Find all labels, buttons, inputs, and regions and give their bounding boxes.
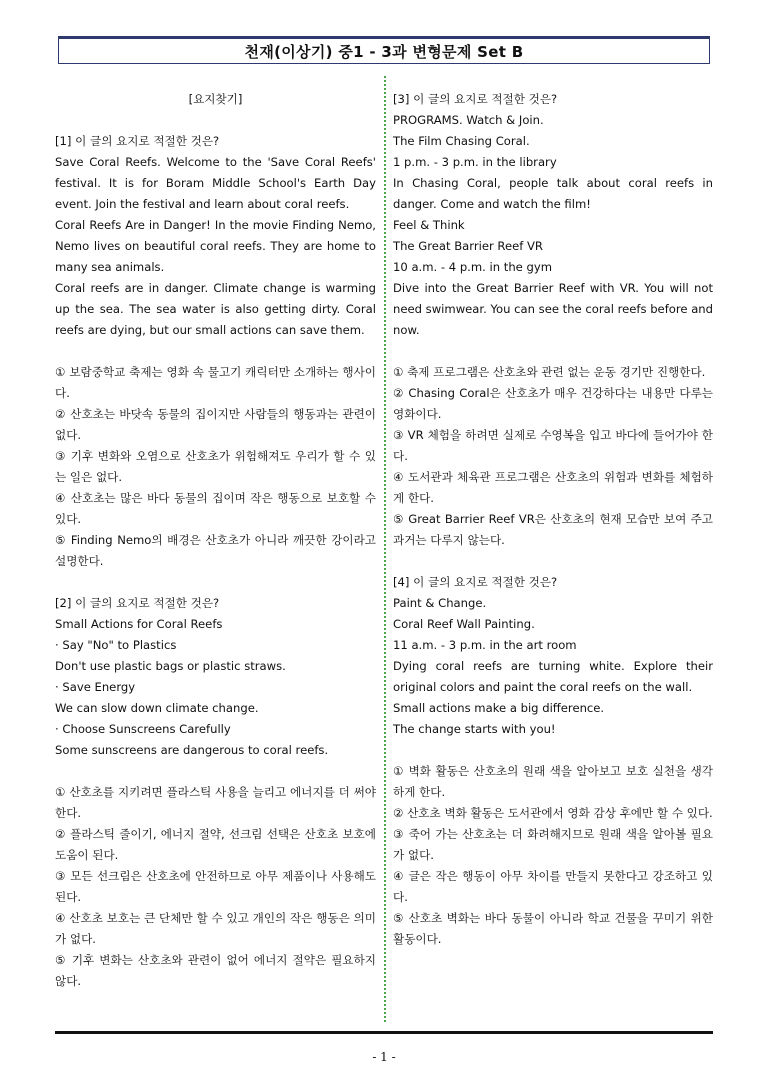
q1-passage-line: Save Coral Reefs. Welcome to the 'Save Coral Reefs' festival. It is for Boram Middle School's Earth Day event. Join the festival and learn about coral reefs. xyxy=(55,155,376,211)
q2-passage-line: We can slow down climate change. xyxy=(55,701,259,715)
q2-option[interactable]: ① 산호초를 지키려면 플라스틱 사용을 늘리고 에너지를 더 써야 한다. xyxy=(55,785,376,820)
q1-option[interactable]: ⑤ Finding Nemo의 배경은 산호초가 아니라 깨끗한 강이라고 설명한다. xyxy=(55,533,376,568)
q2-passage-line: · Save Energy xyxy=(55,680,136,694)
q4-passage-line: Dying coral reefs are turning white. Explore their original colors and paint the coral reefs on the wall. xyxy=(393,659,713,694)
q3-passage-line: Dive into the Great Barrier Reef with VR. You will not need swimwear. You can see the coral reefs before and now. xyxy=(393,281,714,337)
q2-option[interactable]: ③ 모든 선크림은 산호초에 안전하므로 아무 제품이나 사용해도 된다. xyxy=(55,869,376,904)
q3-passage-line: In Chasing Coral, people talk about coral reefs in danger. Come and watch the film! xyxy=(393,176,713,211)
q2-option[interactable]: ② 플라스틱 줄이기, 에너지 절약, 선크림 선택은 산호초 보호에 도움이 된다. xyxy=(55,827,376,862)
q3-option[interactable]: ⑤ Great Barrier Reef VR은 산호초의 현재 모습만 보여 주고 과거는 다루지 않는다. xyxy=(393,512,713,547)
q4-passage-line: Coral Reef Wall Painting. xyxy=(393,617,535,631)
q1-option[interactable]: ② 산호초는 바닷속 동물의 집이지만 사람들의 행동과는 관련이 없다. xyxy=(55,407,376,442)
q2-passage-line: · Say "No" to Plastics xyxy=(55,638,177,652)
q3-option[interactable]: ③ VR 체험을 하려면 실제로 수영복을 입고 바다에 들어가야 한다. xyxy=(393,428,713,463)
column-divider xyxy=(384,76,386,1022)
q2-passage-line: Don't use plastic bags or plastic straws. xyxy=(55,659,286,673)
q3-header: [3] 이 글의 요지로 적절한 것은? xyxy=(393,92,558,106)
q1-passage-line: Coral reefs are in danger. Climate change is warming up the sea. The sea water is also getting dirty. Coral reefs are dying, but our small actions can save them. xyxy=(55,281,376,337)
section-label: [요지찾기] xyxy=(188,92,243,106)
q4-passage-line: 11 a.m. - 3 p.m. in the art room xyxy=(393,638,577,652)
q4-option[interactable]: ③ 죽어 가는 산호초는 더 화려해지므로 원래 색을 알아볼 필요가 없다. xyxy=(393,827,713,862)
q2-option[interactable]: ④ 산호초 보호는 큰 단체만 할 수 있고 개인의 작은 행동은 의미가 없다. xyxy=(55,911,376,946)
q1-option[interactable]: ③ 기후 변화와 오염으로 산호초가 위험해져도 우리가 할 수 있는 일은 없다. xyxy=(55,449,376,484)
q3-passage-line: 10 a.m. - 4 p.m. in the gym xyxy=(393,260,553,274)
q3-passage-line: 1 p.m. - 3 p.m. in the library xyxy=(393,155,557,169)
q4-passage-line: Small actions make a big difference. xyxy=(393,701,605,715)
q2-passage-line: · Choose Sunscreens Carefully xyxy=(55,722,231,736)
q3-passage-line: The Great Barrier Reef VR xyxy=(393,239,543,253)
q1-option[interactable]: ④ 산호초는 많은 바다 동물의 집이며 작은 행동으로 보호할 수 있다. xyxy=(55,491,376,526)
q4-passage-line: The change starts with you! xyxy=(393,722,556,736)
q3-passage-line: The Film Chasing Coral. xyxy=(393,134,530,148)
q1-option[interactable]: ① 보람중학교 축제는 영화 속 물고기 캐릭터만 소개하는 행사이다. xyxy=(55,365,376,400)
q3-passage-line: PROGRAMS. Watch & Join. xyxy=(393,113,544,127)
worksheet-title: 천재(이상기) 중1 - 3과 변형문제 Set B xyxy=(58,36,710,64)
right-column xyxy=(393,89,713,950)
footer-rule xyxy=(55,1031,713,1034)
q3-option[interactable]: ② Chasing Coral은 산호초가 매우 건강하다는 내용만 다루는 영화이다. xyxy=(393,386,713,421)
q4-option[interactable]: ⑤ 산호초 벽화는 바다 동물이 아니라 학교 건물을 꾸미기 위한 활동이다. xyxy=(393,911,713,946)
q4-option[interactable]: ② 산호초 벽화 활동은 도서관에서 영화 감상 후에만 할 수 있다. xyxy=(393,806,713,820)
page-number: - 1 - xyxy=(372,1050,396,1064)
q2-option[interactable]: ⑤ 기후 변화는 산호초와 관련이 없어 에너지 절약은 필요하지 않다. xyxy=(55,953,376,988)
q3-option[interactable]: ④ 도서관과 체육관 프로그램은 산호초의 위험과 변화를 체험하게 한다. xyxy=(393,470,713,505)
q4-passage-line: Paint & Change. xyxy=(393,596,487,610)
q2-passage-line: Small Actions for Coral Reefs xyxy=(55,617,223,631)
q4-option[interactable]: ① 벽화 활동은 산호초의 원래 색을 알아보고 보호 실천을 생각하게 한다. xyxy=(393,764,713,799)
q3-passage-line: Feel & Think xyxy=(393,218,465,232)
q3-option[interactable]: ① 축제 프로그램은 산호초와 관련 없는 운동 경기만 진행한다. xyxy=(393,365,706,379)
q4-header: [4] 이 글의 요지로 적절한 것은? xyxy=(393,575,558,589)
left-column xyxy=(55,89,376,992)
q1-header: [1] 이 글의 요지로 적절한 것은? xyxy=(55,134,220,148)
q2-header: [2] 이 글의 요지로 적절한 것은? xyxy=(55,596,220,610)
q4-option[interactable]: ④ 글은 작은 행동이 아무 차이를 만들지 못한다고 강조하고 있다. xyxy=(393,869,713,904)
q2-passage-line: Some sunscreens are dangerous to coral reefs. xyxy=(55,743,329,757)
q1-passage-line: Coral Reefs Are in Danger! In the movie Finding Nemo, Nemo lives on beautiful coral reefs. They are home to many sea animals. xyxy=(55,218,376,274)
